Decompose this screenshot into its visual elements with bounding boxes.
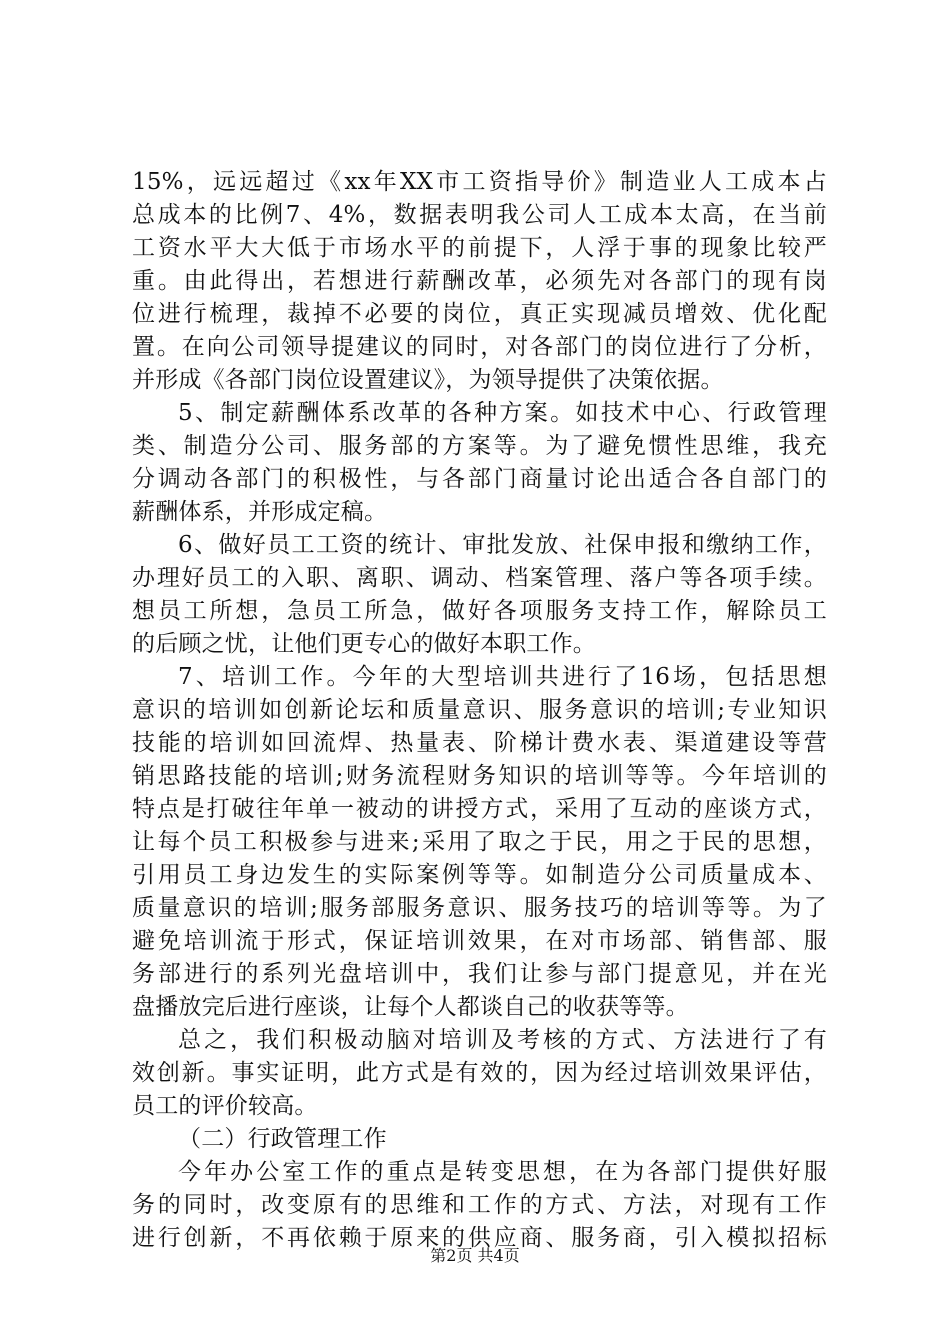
- text-line: 工资水平大大低于市场水平的前提下，人浮于事的现象比较严: [132, 235, 827, 261]
- text-line: 分调动各部门的积极性，与各部门商量讨论出适合各自部门的: [132, 466, 827, 492]
- text-line: 总之，我们积极动脑对培训及考核的方式、方法进行了有: [178, 1027, 827, 1053]
- text-line: 让每个员工积极参与进来;采用了取之于民，用之于民的思想，: [132, 829, 827, 855]
- text-line: 位进行梳理，裁掉不必要的岗位，真正实现减员增效、优化配: [132, 301, 827, 327]
- text-line: 总成本的比例7、4%，数据表明我公司人工成本太高，在当前: [132, 202, 827, 228]
- text-line: 盘播放完后进行座谈，让每个人都谈自己的收获等等。: [132, 994, 689, 1020]
- text-line: 质量意识的培训;服务部服务意识、服务技巧的培训等等。为了: [132, 895, 827, 921]
- text-line: 薪酬体系，并形成定稿。: [132, 499, 388, 525]
- text-line: 的后顾之忧，让他们更专心的做好本职工作。: [132, 631, 596, 657]
- text-line: 7、培训工作。今年的大型培训共进行了16场，包括思想: [178, 664, 827, 690]
- text-line: （二）行政管理工作: [178, 1126, 387, 1152]
- text-line: 意识的培训如创新论坛和质量意识、服务意识的培训;专业知识: [132, 697, 827, 723]
- text-line: 重。由此得出，若想进行薪酬改革，必须先对各部门的现有岗: [132, 268, 827, 294]
- text-line: 6、做好员工工资的统计、审批发放、社保申报和缴纳工作，: [178, 532, 827, 558]
- text-line: 特点是打破往年单一被动的讲授方式，采用了互动的座谈方式，: [132, 796, 827, 822]
- text-line: 务的同时，改变原有的思维和工作的方式、方法，对现有工作: [132, 1192, 827, 1218]
- text-line: 办理好员工的入职、离职、调动、档案管理、落户等各项手续。: [132, 565, 827, 591]
- text-line: 避免培训流于形式，保证培训效果，在对市场部、销售部、服: [132, 928, 827, 954]
- text-line: 引用员工身边发生的实际案例等等。如制造分公司质量成本、: [132, 862, 827, 888]
- text-line: 并形成《各部门岗位设置建议》，为领导提供了决策依据。: [132, 367, 724, 393]
- body-text: [132, 166, 827, 1255]
- text-line: 5、制定薪酬体系改革的各种方案。如技术中心、行政管理: [178, 400, 827, 426]
- text-line: 类、制造分公司、服务部的方案等。为了避免惯性思维，我充: [132, 433, 827, 459]
- text-line: 15%，远远超过《xx年XX市工资指导价》制造业人工成本占: [132, 169, 827, 195]
- text-line: 销思路技能的培训;财务流程财务知识的培训等等。今年培训的: [132, 763, 827, 789]
- text-line: 今年办公室工作的重点是转变思想，在为各部门提供好服: [178, 1159, 827, 1185]
- text-line: 想员工所想，急员工所急，做好各项服务支持工作，解除员工: [132, 598, 827, 624]
- text-line: 置。在向公司领导提建议的同时，对各部门的岗位进行了分析，: [132, 334, 827, 360]
- text-line: 员工的评价较高。: [132, 1093, 318, 1119]
- text-line: 进行创新，不再依赖于原来的供应商、服务商，引入模拟招标: [132, 1225, 827, 1251]
- text-line: 务部进行的系列光盘培训中，我们让参与部门提意见，并在光: [132, 961, 827, 987]
- page-footer: 第2页 共4页: [430, 1246, 520, 1265]
- text-line: 技能的培训如回流焊、热量表、阶梯计费水表、渠道建设等营: [132, 730, 827, 756]
- text-line: 效创新。事实证明，此方式是有效的，因为经过培训效果评估，: [132, 1060, 827, 1086]
